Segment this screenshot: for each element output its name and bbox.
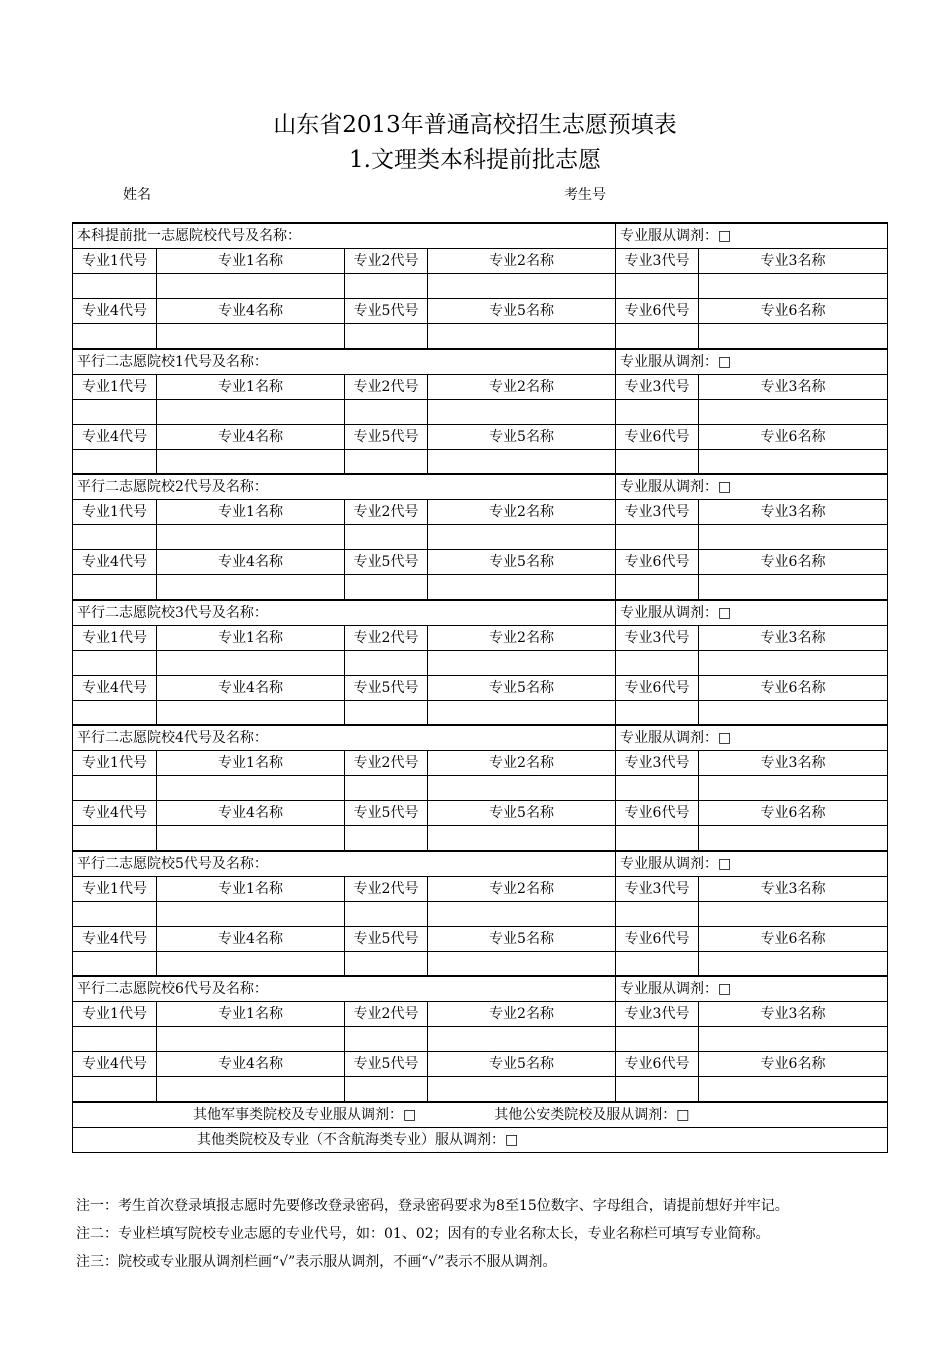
major-input-row <box>73 650 888 675</box>
major-name-header: 专业3名称 <box>699 625 888 650</box>
major-code-header: 专业4代号 <box>73 299 157 324</box>
major-code-field[interactable] <box>345 700 428 725</box>
major-name-field[interactable] <box>699 525 888 550</box>
major-name-field[interactable] <box>428 826 616 851</box>
police-adjust-checkbox[interactable]: 其他公安类院校及服从调剂：□ <box>494 1106 690 1123</box>
major-name-field[interactable] <box>157 1027 345 1052</box>
major-code-field[interactable] <box>345 525 428 550</box>
major-name-header: 专业6名称 <box>699 926 888 951</box>
major-name-field[interactable] <box>699 1027 888 1052</box>
major-code-field[interactable] <box>345 650 428 675</box>
preference-table-body <box>73 223 888 1152</box>
major-code-header: 专业4代号 <box>73 801 157 826</box>
major-input-row <box>73 776 888 801</box>
major-code-header: 专业6代号 <box>616 299 699 324</box>
major-name-header: 专业6名称 <box>699 424 888 449</box>
school-row <box>73 223 888 249</box>
major-code-field[interactable] <box>345 324 428 349</box>
major-name-field[interactable] <box>699 274 888 299</box>
major-code-field[interactable] <box>73 951 157 976</box>
major-name-header: 专业2名称 <box>428 876 616 901</box>
major-name-header: 专业5名称 <box>428 926 616 951</box>
major-name-header: 专业1名称 <box>157 500 345 525</box>
major-name-header: 专业3名称 <box>699 500 888 525</box>
major-code-field[interactable] <box>73 324 157 349</box>
major-code-header: 专业1代号 <box>73 374 157 399</box>
major-code-field[interactable] <box>345 399 428 424</box>
major-code-field[interactable] <box>616 274 699 299</box>
note-3: 注三：院校或专业服从调剂栏画“√”表示服从调剂，不画“√”表示不服从调剂。 <box>76 1254 557 1270</box>
major-code-header: 专业5代号 <box>345 675 428 700</box>
major-code-field[interactable] <box>73 700 157 725</box>
major-code-field[interactable] <box>616 399 699 424</box>
major-name-header: 专业1名称 <box>157 374 345 399</box>
major-name-field[interactable] <box>428 1077 616 1102</box>
major-code-header: 专业5代号 <box>345 926 428 951</box>
major-name-header: 专业2名称 <box>428 249 616 274</box>
adjust-checkbox[interactable]: 专业服从调剂：□ <box>616 725 888 751</box>
major-code-header: 专业1代号 <box>73 625 157 650</box>
major-code-header: 专业2代号 <box>345 625 428 650</box>
major-code-field[interactable] <box>616 951 699 976</box>
major-code-field[interactable] <box>345 826 428 851</box>
major-input-row <box>73 1077 888 1102</box>
major-name-field[interactable] <box>699 575 888 600</box>
major-name-header: 专业2名称 <box>428 374 616 399</box>
adjust-checkbox[interactable]: 专业服从调剂：□ <box>616 223 888 249</box>
major-code-header: 专业4代号 <box>73 424 157 449</box>
form-title: 山东省2013年普通高校招生志愿预填表 <box>273 112 677 138</box>
major-header-row <box>73 424 888 449</box>
major-name-header: 专业5名称 <box>428 299 616 324</box>
major-code-field[interactable] <box>616 826 699 851</box>
military-adjust-checkbox[interactable]: 其他军事类院校及专业服从调剂：□ <box>193 1106 417 1123</box>
major-name-field[interactable] <box>157 1077 345 1102</box>
major-input-row <box>73 274 888 299</box>
major-name-field[interactable] <box>428 1027 616 1052</box>
major-name-field[interactable] <box>157 449 345 474</box>
major-header-row <box>73 751 888 776</box>
major-code-header: 专业1代号 <box>73 1002 157 1027</box>
major-code-header: 专业6代号 <box>616 675 699 700</box>
major-name-field[interactable] <box>699 901 888 926</box>
major-code-header: 专业1代号 <box>73 751 157 776</box>
school-row <box>73 474 888 500</box>
major-code-field[interactable] <box>73 274 157 299</box>
major-code-header: 专业6代号 <box>616 926 699 951</box>
major-code-header: 专业2代号 <box>345 374 428 399</box>
major-name-header: 专业5名称 <box>428 550 616 575</box>
major-code-field[interactable] <box>616 1027 699 1052</box>
major-code-header: 专业2代号 <box>345 249 428 274</box>
major-code-field[interactable] <box>345 776 428 801</box>
major-header-row <box>73 249 888 274</box>
major-name-field[interactable] <box>428 700 616 725</box>
major-name-field[interactable] <box>699 449 888 474</box>
major-name-header: 专业1名称 <box>157 751 345 776</box>
major-code-header: 专业5代号 <box>345 1052 428 1077</box>
adjust-checkbox[interactable]: 专业服从调剂：□ <box>616 474 888 500</box>
exam-id-label: 考生号 <box>564 187 606 203</box>
major-input-row <box>73 1027 888 1052</box>
major-name-field[interactable] <box>428 324 616 349</box>
major-name-header: 专业1名称 <box>157 1002 345 1027</box>
major-name-field[interactable] <box>428 525 616 550</box>
major-name-field[interactable] <box>157 951 345 976</box>
school-row <box>73 725 888 751</box>
major-code-field[interactable] <box>73 1077 157 1102</box>
major-name-field[interactable] <box>157 901 345 926</box>
major-name-header: 专业5名称 <box>428 424 616 449</box>
major-code-field[interactable] <box>345 575 428 600</box>
major-name-header: 专业4名称 <box>157 299 345 324</box>
major-code-header: 专业6代号 <box>616 1052 699 1077</box>
school-row <box>73 600 888 626</box>
major-name-header: 专业5名称 <box>428 801 616 826</box>
major-name-header: 专业6名称 <box>699 550 888 575</box>
major-code-header: 专业2代号 <box>345 1002 428 1027</box>
major-code-header: 专业3代号 <box>616 751 699 776</box>
major-input-row <box>73 324 888 349</box>
major-name-field[interactable] <box>428 575 616 600</box>
major-code-field[interactable] <box>73 449 157 474</box>
major-name-header: 专业4名称 <box>157 926 345 951</box>
major-code-header: 专业4代号 <box>73 550 157 575</box>
major-name-header: 专业3名称 <box>699 249 888 274</box>
major-name-field[interactable] <box>428 951 616 976</box>
major-name-field[interactable] <box>699 951 888 976</box>
major-name-header: 专业6名称 <box>699 1052 888 1077</box>
major-code-header: 专业4代号 <box>73 1052 157 1077</box>
major-code-field[interactable] <box>345 1077 428 1102</box>
major-name-header: 专业3名称 <box>699 1002 888 1027</box>
major-name-field[interactable] <box>157 826 345 851</box>
major-name-field[interactable] <box>699 650 888 675</box>
major-input-row <box>73 525 888 550</box>
major-input-row <box>73 700 888 725</box>
school-label: 本科提前批一志愿院校代号及名称： <box>73 223 616 249</box>
major-name-header: 专业1名称 <box>157 249 345 274</box>
major-name-header: 专业5名称 <box>428 675 616 700</box>
major-name-header: 专业6名称 <box>699 801 888 826</box>
major-code-header: 专业2代号 <box>345 751 428 776</box>
major-code-field[interactable] <box>73 1027 157 1052</box>
major-code-header: 专业6代号 <box>616 801 699 826</box>
major-name-header: 专业4名称 <box>157 801 345 826</box>
major-code-header: 专业4代号 <box>73 675 157 700</box>
form-subtitle: 1.文理类本科提前批志愿 <box>349 147 601 173</box>
major-code-header: 专业5代号 <box>345 801 428 826</box>
major-name-header: 专业4名称 <box>157 550 345 575</box>
major-code-field[interactable] <box>616 650 699 675</box>
major-name-field[interactable] <box>157 575 345 600</box>
adjust-checkbox[interactable]: 专业服从调剂：□ <box>616 600 888 626</box>
major-code-field[interactable] <box>73 776 157 801</box>
major-code-field[interactable] <box>73 901 157 926</box>
major-name-header: 专业1名称 <box>157 625 345 650</box>
major-input-row <box>73 449 888 474</box>
major-code-field[interactable] <box>73 525 157 550</box>
major-code-field[interactable] <box>345 449 428 474</box>
major-input-row <box>73 399 888 424</box>
major-code-header: 专业3代号 <box>616 249 699 274</box>
major-code-field[interactable] <box>616 324 699 349</box>
major-code-header: 专业3代号 <box>616 500 699 525</box>
major-header-row <box>73 1002 888 1027</box>
note-2: 注二：专业栏填写院校专业志愿的专业代号，如：01、02；因有的专业名称太长，专业名称栏可填写专业简称。 <box>76 1226 770 1242</box>
school-row <box>73 976 888 1002</box>
major-header-row <box>73 926 888 951</box>
major-name-field[interactable] <box>428 901 616 926</box>
major-name-field[interactable] <box>428 449 616 474</box>
other-adjust-checkbox[interactable]: 其他类院校及专业（不含航海类专业）服从调剂：□ <box>197 1131 519 1148</box>
major-code-header: 专业5代号 <box>345 424 428 449</box>
major-name-header: 专业3名称 <box>699 876 888 901</box>
major-name-header: 专业2名称 <box>428 625 616 650</box>
major-code-header: 专业4代号 <box>73 926 157 951</box>
major-name-header: 专业4名称 <box>157 1052 345 1077</box>
major-code-header: 专业5代号 <box>345 550 428 575</box>
major-header-row <box>73 876 888 901</box>
major-code-field[interactable] <box>73 826 157 851</box>
major-name-header: 专业2名称 <box>428 500 616 525</box>
major-code-field[interactable] <box>616 700 699 725</box>
major-code-header: 专业1代号 <box>73 876 157 901</box>
major-code-field[interactable] <box>616 776 699 801</box>
major-code-field[interactable] <box>73 399 157 424</box>
school-label: 平行二志愿院校4代号及名称： <box>73 725 616 751</box>
major-code-field[interactable] <box>616 449 699 474</box>
major-name-field[interactable] <box>157 274 345 299</box>
major-name-field[interactable] <box>157 700 345 725</box>
other-row-2 <box>73 1127 888 1152</box>
major-name-header: 专业1名称 <box>157 876 345 901</box>
major-code-field[interactable] <box>73 575 157 600</box>
major-code-header: 专业6代号 <box>616 550 699 575</box>
major-header-row <box>73 675 888 700</box>
major-name-header: 专业5名称 <box>428 1052 616 1077</box>
major-code-field[interactable] <box>345 1027 428 1052</box>
major-input-row <box>73 826 888 851</box>
major-header-row <box>73 374 888 399</box>
major-header-row <box>73 1052 888 1077</box>
major-code-header: 专业2代号 <box>345 876 428 901</box>
name-label: 姓名 <box>123 187 151 203</box>
major-code-field[interactable] <box>345 901 428 926</box>
adjust-checkbox[interactable]: 专业服从调剂：□ <box>616 349 888 375</box>
major-code-field[interactable] <box>616 525 699 550</box>
major-name-header: 专业6名称 <box>699 299 888 324</box>
major-name-field[interactable] <box>699 700 888 725</box>
major-name-header: 专业2名称 <box>428 1002 616 1027</box>
major-code-header: 专业3代号 <box>616 625 699 650</box>
school-label: 平行二志愿院校6代号及名称： <box>73 976 616 1002</box>
major-code-header: 专业3代号 <box>616 374 699 399</box>
major-code-header: 专业5代号 <box>345 299 428 324</box>
major-code-header: 专业3代号 <box>616 1002 699 1027</box>
major-name-header: 专业2名称 <box>428 751 616 776</box>
major-header-row <box>73 801 888 826</box>
major-code-field[interactable] <box>616 1077 699 1102</box>
school-label: 平行二志愿院校5代号及名称： <box>73 851 616 877</box>
other-row-1 <box>73 1102 888 1128</box>
major-code-header: 专业2代号 <box>345 500 428 525</box>
school-row <box>73 349 888 375</box>
major-code-field[interactable] <box>345 274 428 299</box>
major-code-field[interactable] <box>616 901 699 926</box>
major-name-header: 专业3名称 <box>699 374 888 399</box>
major-name-field[interactable] <box>157 399 345 424</box>
major-code-field[interactable] <box>616 575 699 600</box>
school-label: 平行二志愿院校3代号及名称： <box>73 600 616 626</box>
major-code-header: 专业3代号 <box>616 876 699 901</box>
preference-table <box>72 222 888 1153</box>
major-input-row <box>73 575 888 600</box>
major-name-field[interactable] <box>157 650 345 675</box>
major-name-header: 专业6名称 <box>699 675 888 700</box>
major-header-row <box>73 500 888 525</box>
major-name-header: 专业4名称 <box>157 424 345 449</box>
major-name-header: 专业4名称 <box>157 675 345 700</box>
major-name-field[interactable] <box>699 826 888 851</box>
adjust-checkbox[interactable]: 专业服从调剂：□ <box>616 976 888 1002</box>
major-name-field[interactable] <box>157 525 345 550</box>
major-name-field[interactable] <box>699 776 888 801</box>
major-header-row <box>73 550 888 575</box>
major-name-field[interactable] <box>428 776 616 801</box>
major-name-field[interactable] <box>699 399 888 424</box>
major-name-field[interactable] <box>157 776 345 801</box>
major-name-field[interactable] <box>428 399 616 424</box>
major-input-row <box>73 951 888 976</box>
major-name-field[interactable] <box>699 324 888 349</box>
major-name-field[interactable] <box>428 650 616 675</box>
major-name-field[interactable] <box>699 1077 888 1102</box>
notes <box>76 1192 789 1276</box>
major-input-row <box>73 901 888 926</box>
adjust-checkbox[interactable]: 专业服从调剂：□ <box>616 851 888 877</box>
major-code-field[interactable] <box>73 650 157 675</box>
major-header-row <box>73 299 888 324</box>
major-code-field[interactable] <box>345 951 428 976</box>
major-code-header: 专业1代号 <box>73 249 157 274</box>
school-label: 平行二志愿院校2代号及名称： <box>73 474 616 500</box>
major-name-field[interactable] <box>157 324 345 349</box>
major-code-header: 专业6代号 <box>616 424 699 449</box>
major-name-header: 专业3名称 <box>699 751 888 776</box>
major-code-header: 专业1代号 <box>73 500 157 525</box>
school-row <box>73 851 888 877</box>
major-name-field[interactable] <box>428 274 616 299</box>
school-label: 平行二志愿院校1代号及名称： <box>73 349 616 375</box>
major-header-row <box>73 625 888 650</box>
note-1: 注一：考生首次登录填报志愿时先要修改登录密码，登录密码要求为8至15位数字、字母组合，请提前想好并牢记。 <box>76 1198 789 1214</box>
